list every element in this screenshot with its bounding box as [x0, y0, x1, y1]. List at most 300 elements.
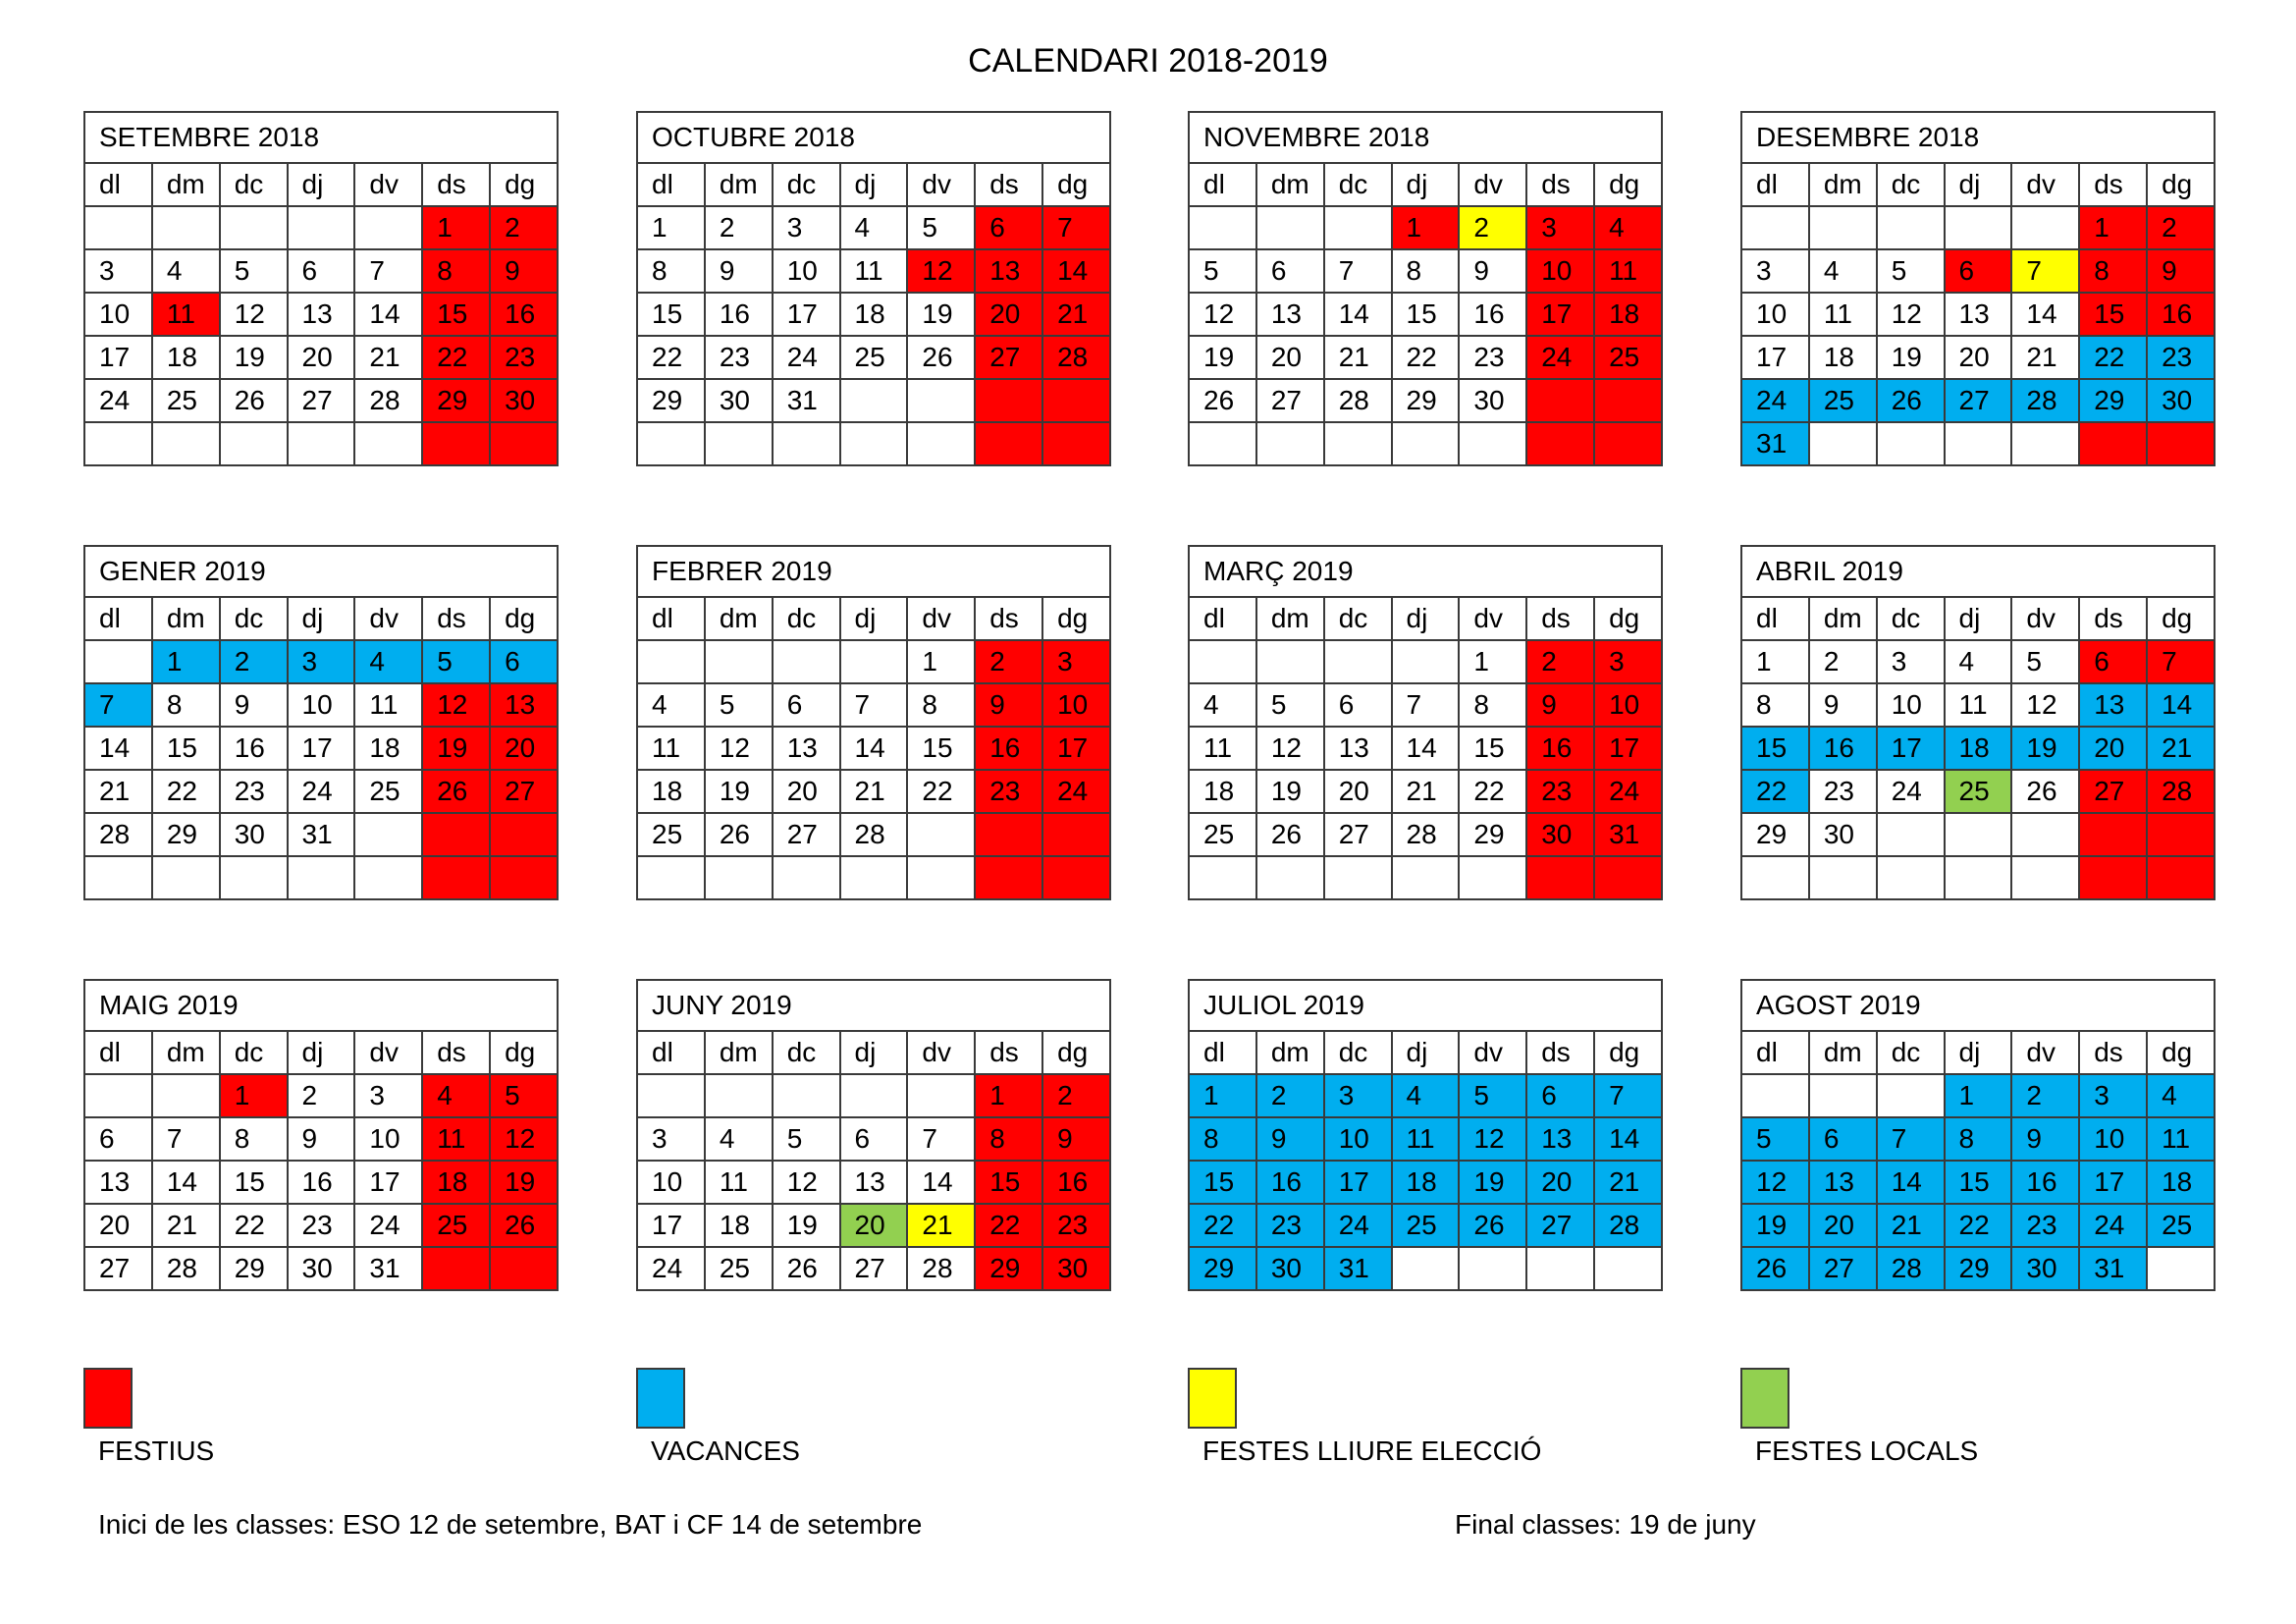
day-cell: 20	[975, 293, 1042, 336]
day-cell: 8	[1459, 683, 1526, 727]
weekday-header: ds	[422, 597, 490, 640]
legend-label: FESTES LLIURE ELECCIÓ	[1202, 1435, 1542, 1466]
day-cell: 23	[975, 770, 1042, 813]
day-cell: 5	[422, 640, 490, 683]
day-cell: 29	[1741, 813, 1809, 856]
day-cell: 20	[1256, 336, 1324, 379]
day-cell: 10	[1526, 249, 1594, 293]
day-cell: 2	[1256, 1074, 1324, 1117]
day-cell: 20	[490, 727, 558, 770]
day-cell: 13	[840, 1161, 908, 1204]
day-cell: 9	[975, 683, 1042, 727]
day-cell: 9	[2147, 249, 2215, 293]
day-cell: 17	[637, 1204, 705, 1247]
day-cell: 27	[2079, 770, 2147, 813]
day-cell: 13	[1324, 727, 1392, 770]
day-cell: 6	[773, 683, 840, 727]
month-2	[1188, 111, 1663, 466]
weekday-header: ds	[422, 163, 490, 206]
day-cell: 25	[2147, 1204, 2215, 1247]
day-cell: 15	[1945, 1161, 2012, 1204]
day-cell: 23	[220, 770, 288, 813]
day-cell	[1945, 856, 2012, 899]
day-cell: 19	[907, 293, 975, 336]
day-cell: 25	[1189, 813, 1256, 856]
day-cell: 10	[1042, 683, 1110, 727]
day-cell: 15	[1189, 1161, 1256, 1204]
weekday-header: dj	[840, 1031, 908, 1074]
month-name: SETEMBRE 2018	[84, 112, 558, 163]
day-cell	[288, 206, 355, 249]
month-name: AGOST 2019	[1741, 980, 2215, 1031]
weekday-header: dl	[1741, 163, 1809, 206]
day-cell	[1042, 856, 1110, 899]
day-cell: 23	[2011, 1204, 2079, 1247]
day-cell: 6	[490, 640, 558, 683]
day-cell: 14	[1042, 249, 1110, 293]
day-cell: 6	[1324, 683, 1392, 727]
day-cell: 12	[907, 249, 975, 293]
day-cell: 7	[84, 683, 152, 727]
day-cell: 2	[1526, 640, 1594, 683]
day-cell: 4	[2147, 1074, 2215, 1117]
day-cell: 9	[220, 683, 288, 727]
day-cell	[1042, 422, 1110, 465]
day-cell: 19	[1459, 1161, 1526, 1204]
day-cell: 9	[1042, 1117, 1110, 1161]
day-cell: 1	[1392, 206, 1460, 249]
day-cell: 22	[1459, 770, 1526, 813]
day-cell: 25	[354, 770, 422, 813]
day-cell	[152, 422, 220, 465]
day-cell: 6	[1256, 249, 1324, 293]
day-cell: 13	[1526, 1117, 1594, 1161]
day-cell	[907, 379, 975, 422]
day-cell	[975, 422, 1042, 465]
day-cell: 2	[705, 206, 773, 249]
weekday-header: dc	[773, 597, 840, 640]
day-cell: 9	[705, 249, 773, 293]
day-cell: 23	[1042, 1204, 1110, 1247]
day-cell: 27	[490, 770, 558, 813]
weekday-header: dm	[705, 1031, 773, 1074]
day-cell: 20	[1945, 336, 2012, 379]
day-cell: 16	[220, 727, 288, 770]
day-cell: 24	[288, 770, 355, 813]
day-cell	[1877, 813, 1945, 856]
day-cell: 10	[1877, 683, 1945, 727]
day-cell: 17	[773, 293, 840, 336]
day-cell: 23	[1809, 770, 1877, 813]
day-cell	[84, 856, 152, 899]
day-cell	[705, 1074, 773, 1117]
day-cell	[1324, 422, 1392, 465]
weekday-header: dg	[1042, 1031, 1110, 1074]
day-cell: 16	[2147, 293, 2215, 336]
weekday-header: dm	[152, 1031, 220, 1074]
day-cell: 1	[422, 206, 490, 249]
weekday-header: dl	[1741, 597, 1809, 640]
weekday-header: dl	[1189, 597, 1256, 640]
day-cell	[288, 856, 355, 899]
day-cell: 11	[1189, 727, 1256, 770]
day-cell: 22	[637, 336, 705, 379]
day-cell: 6	[1809, 1117, 1877, 1161]
day-cell: 19	[773, 1204, 840, 1247]
day-cell	[152, 206, 220, 249]
day-cell: 1	[907, 640, 975, 683]
day-cell	[1594, 1247, 1662, 1290]
day-cell: 1	[152, 640, 220, 683]
month-name: JUNY 2019	[637, 980, 1110, 1031]
weekday-header: dj	[1945, 163, 2012, 206]
day-cell: 12	[422, 683, 490, 727]
day-cell: 12	[220, 293, 288, 336]
day-cell: 21	[840, 770, 908, 813]
day-cell: 7	[1042, 206, 1110, 249]
day-cell: 4	[422, 1074, 490, 1117]
legend-swatch	[83, 1368, 133, 1429]
day-cell	[1256, 856, 1324, 899]
day-cell: 2	[1042, 1074, 1110, 1117]
weekday-header: dc	[1324, 163, 1392, 206]
day-cell: 9	[1526, 683, 1594, 727]
day-cell: 25	[840, 336, 908, 379]
day-cell: 30	[1042, 1247, 1110, 1290]
weekday-header: dl	[84, 1031, 152, 1074]
day-cell: 23	[705, 336, 773, 379]
weekday-header: dm	[705, 597, 773, 640]
day-cell	[1189, 422, 1256, 465]
month-name: DESEMBRE 2018	[1741, 112, 2215, 163]
weekday-header: dm	[1809, 597, 1877, 640]
day-cell: 20	[840, 1204, 908, 1247]
weekday-header: dv	[354, 1031, 422, 1074]
day-cell	[1809, 206, 1877, 249]
day-cell: 12	[2011, 683, 2079, 727]
day-cell: 29	[1945, 1247, 2012, 1290]
day-cell: 25	[1809, 379, 1877, 422]
day-cell	[1594, 422, 1662, 465]
day-cell: 24	[1741, 379, 1809, 422]
day-cell: 1	[2079, 206, 2147, 249]
weekday-header: dv	[1459, 163, 1526, 206]
day-cell: 5	[907, 206, 975, 249]
day-cell: 27	[1324, 813, 1392, 856]
day-cell: 1	[1189, 1074, 1256, 1117]
day-cell: 27	[1945, 379, 2012, 422]
day-cell: 26	[907, 336, 975, 379]
day-cell	[2147, 813, 2215, 856]
day-cell: 29	[422, 379, 490, 422]
weekday-header: dg	[2147, 1031, 2215, 1074]
day-cell: 10	[637, 1161, 705, 1204]
day-cell	[840, 856, 908, 899]
day-cell: 22	[220, 1204, 288, 1247]
day-cell: 25	[637, 813, 705, 856]
day-cell: 6	[1945, 249, 2012, 293]
day-cell	[1526, 379, 1594, 422]
day-cell: 9	[288, 1117, 355, 1161]
day-cell: 6	[840, 1117, 908, 1161]
month-name: MAIG 2019	[84, 980, 558, 1031]
day-cell	[422, 856, 490, 899]
day-cell: 1	[1741, 640, 1809, 683]
day-cell	[1459, 422, 1526, 465]
day-cell: 12	[490, 1117, 558, 1161]
day-cell: 31	[1594, 813, 1662, 856]
page-title: CALENDARI 2018-2019	[968, 42, 1328, 80]
day-cell: 16	[1526, 727, 1594, 770]
day-cell: 29	[152, 813, 220, 856]
day-cell: 16	[1809, 727, 1877, 770]
day-cell: 22	[422, 336, 490, 379]
day-cell: 11	[637, 727, 705, 770]
day-cell: 17	[288, 727, 355, 770]
day-cell: 8	[975, 1117, 1042, 1161]
day-cell	[152, 1074, 220, 1117]
day-cell: 26	[773, 1247, 840, 1290]
weekday-header: dv	[354, 597, 422, 640]
day-cell	[490, 813, 558, 856]
weekday-header: dj	[840, 597, 908, 640]
weekday-header: dg	[1042, 597, 1110, 640]
day-cell: 5	[1877, 249, 1945, 293]
day-cell: 22	[1741, 770, 1809, 813]
weekday-header: dg	[2147, 163, 2215, 206]
day-cell	[288, 422, 355, 465]
day-cell: 18	[152, 336, 220, 379]
weekday-header: dc	[220, 163, 288, 206]
day-cell: 11	[1945, 683, 2012, 727]
month-5	[636, 545, 1111, 900]
day-cell: 7	[1877, 1117, 1945, 1161]
weekday-header: dl	[1741, 1031, 1809, 1074]
day-cell	[1459, 856, 1526, 899]
day-cell	[422, 813, 490, 856]
day-cell: 21	[84, 770, 152, 813]
day-cell: 26	[705, 813, 773, 856]
day-cell	[2079, 813, 2147, 856]
day-cell: 17	[1741, 336, 1809, 379]
weekday-header: ds	[975, 163, 1042, 206]
weekday-header: dg	[1594, 597, 1662, 640]
weekday-header: dg	[2147, 597, 2215, 640]
start-note: Inici de les classes: ESO 12 de setembre, BAT i CF 14 de setembre	[98, 1509, 923, 1540]
month-name: JULIOL 2019	[1189, 980, 1662, 1031]
day-cell	[1042, 379, 1110, 422]
day-cell: 19	[220, 336, 288, 379]
day-cell: 4	[1809, 249, 1877, 293]
day-cell: 11	[1809, 293, 1877, 336]
weekday-header: ds	[2079, 163, 2147, 206]
day-cell: 23	[1459, 336, 1526, 379]
day-cell: 30	[490, 379, 558, 422]
day-cell: 5	[2011, 640, 2079, 683]
day-cell: 27	[773, 813, 840, 856]
day-cell: 24	[1526, 336, 1594, 379]
month-1	[636, 111, 1111, 466]
day-cell: 31	[354, 1247, 422, 1290]
day-cell: 14	[1392, 727, 1460, 770]
day-cell: 11	[2147, 1117, 2215, 1161]
day-cell	[1945, 813, 2012, 856]
day-cell: 3	[84, 249, 152, 293]
day-cell	[975, 379, 1042, 422]
day-cell: 2	[490, 206, 558, 249]
day-cell: 7	[2147, 640, 2215, 683]
month-name: ABRIL 2019	[1741, 546, 2215, 597]
day-cell: 19	[1256, 770, 1324, 813]
day-cell: 14	[2147, 683, 2215, 727]
day-cell: 17	[2079, 1161, 2147, 1204]
day-cell: 1	[220, 1074, 288, 1117]
day-cell	[840, 422, 908, 465]
day-cell: 30	[1459, 379, 1526, 422]
day-cell: 18	[1392, 1161, 1460, 1204]
day-cell: 4	[1945, 640, 2012, 683]
day-cell	[907, 422, 975, 465]
day-cell: 8	[907, 683, 975, 727]
day-cell	[354, 856, 422, 899]
day-cell: 28	[907, 1247, 975, 1290]
day-cell: 12	[1256, 727, 1324, 770]
day-cell: 21	[152, 1204, 220, 1247]
day-cell	[1809, 856, 1877, 899]
day-cell: 15	[220, 1161, 288, 1204]
weekday-header: dg	[1594, 163, 1662, 206]
day-cell: 24	[1324, 1204, 1392, 1247]
day-cell: 20	[2079, 727, 2147, 770]
month-6	[1188, 545, 1663, 900]
weekday-header: dc	[773, 163, 840, 206]
day-cell: 24	[2079, 1204, 2147, 1247]
day-cell: 4	[705, 1117, 773, 1161]
day-cell: 11	[354, 683, 422, 727]
day-cell: 29	[637, 379, 705, 422]
day-cell: 8	[220, 1117, 288, 1161]
day-cell: 19	[1877, 336, 1945, 379]
day-cell: 12	[1741, 1161, 1809, 1204]
month-name: OCTUBRE 2018	[637, 112, 1110, 163]
day-cell	[1042, 813, 1110, 856]
day-cell: 21	[2147, 727, 2215, 770]
day-cell: 5	[490, 1074, 558, 1117]
weekday-header: dv	[907, 597, 975, 640]
day-cell: 14	[1877, 1161, 1945, 1204]
day-cell	[220, 856, 288, 899]
month-10	[1188, 979, 1663, 1291]
day-cell: 13	[773, 727, 840, 770]
day-cell: 14	[840, 727, 908, 770]
day-cell: 18	[705, 1204, 773, 1247]
end-note: Final classes: 19 de juny	[1455, 1509, 1756, 1540]
day-cell: 26	[220, 379, 288, 422]
day-cell	[354, 206, 422, 249]
day-cell: 10	[84, 293, 152, 336]
day-cell: 24	[354, 1204, 422, 1247]
day-cell: 15	[1459, 727, 1526, 770]
day-cell: 31	[1741, 422, 1809, 465]
day-cell: 18	[840, 293, 908, 336]
day-cell	[220, 206, 288, 249]
day-cell: 26	[490, 1204, 558, 1247]
day-cell: 23	[490, 336, 558, 379]
day-cell: 18	[1189, 770, 1256, 813]
day-cell: 18	[422, 1161, 490, 1204]
day-cell: 8	[152, 683, 220, 727]
weekday-header: dj	[1392, 1031, 1460, 1074]
day-cell: 25	[1945, 770, 2012, 813]
day-cell	[2079, 422, 2147, 465]
weekday-header: dm	[1256, 163, 1324, 206]
day-cell	[84, 1074, 152, 1117]
day-cell	[1256, 640, 1324, 683]
day-cell	[1324, 206, 1392, 249]
day-cell: 22	[1945, 1204, 2012, 1247]
day-cell: 26	[1459, 1204, 1526, 1247]
day-cell: 13	[84, 1161, 152, 1204]
day-cell	[840, 640, 908, 683]
day-cell: 21	[1042, 293, 1110, 336]
day-cell: 1	[975, 1074, 1042, 1117]
day-cell: 7	[840, 683, 908, 727]
day-cell: 18	[2147, 1161, 2215, 1204]
weekday-header: dg	[490, 597, 558, 640]
day-cell	[84, 640, 152, 683]
weekday-header: dc	[773, 1031, 840, 1074]
day-cell: 21	[1392, 770, 1460, 813]
weekday-header: dv	[1459, 1031, 1526, 1074]
weekday-header: dg	[1594, 1031, 1662, 1074]
weekday-header: ds	[975, 597, 1042, 640]
day-cell: 8	[422, 249, 490, 293]
legend-swatch	[1188, 1368, 1237, 1429]
weekday-header: dl	[84, 163, 152, 206]
day-cell	[840, 1074, 908, 1117]
day-cell: 9	[490, 249, 558, 293]
weekday-header: dc	[1877, 1031, 1945, 1074]
day-cell	[1877, 206, 1945, 249]
day-cell: 16	[1256, 1161, 1324, 1204]
weekday-header: dv	[2011, 163, 2079, 206]
day-cell: 17	[1042, 727, 1110, 770]
day-cell: 30	[1526, 813, 1594, 856]
weekday-header: dm	[152, 597, 220, 640]
day-cell	[220, 422, 288, 465]
day-cell: 29	[220, 1247, 288, 1290]
day-cell: 18	[1594, 293, 1662, 336]
day-cell	[1256, 422, 1324, 465]
day-cell	[637, 856, 705, 899]
day-cell	[705, 640, 773, 683]
day-cell	[907, 856, 975, 899]
weekday-header: dl	[637, 597, 705, 640]
day-cell	[2079, 856, 2147, 899]
day-cell	[1189, 206, 1256, 249]
day-cell: 19	[1189, 336, 1256, 379]
day-cell: 23	[288, 1204, 355, 1247]
day-cell: 6	[84, 1117, 152, 1161]
day-cell	[1809, 422, 1877, 465]
day-cell: 5	[1459, 1074, 1526, 1117]
day-cell	[422, 422, 490, 465]
day-cell: 26	[2011, 770, 2079, 813]
day-cell	[975, 813, 1042, 856]
day-cell: 19	[2011, 727, 2079, 770]
weekday-header: dl	[84, 597, 152, 640]
day-cell	[354, 422, 422, 465]
